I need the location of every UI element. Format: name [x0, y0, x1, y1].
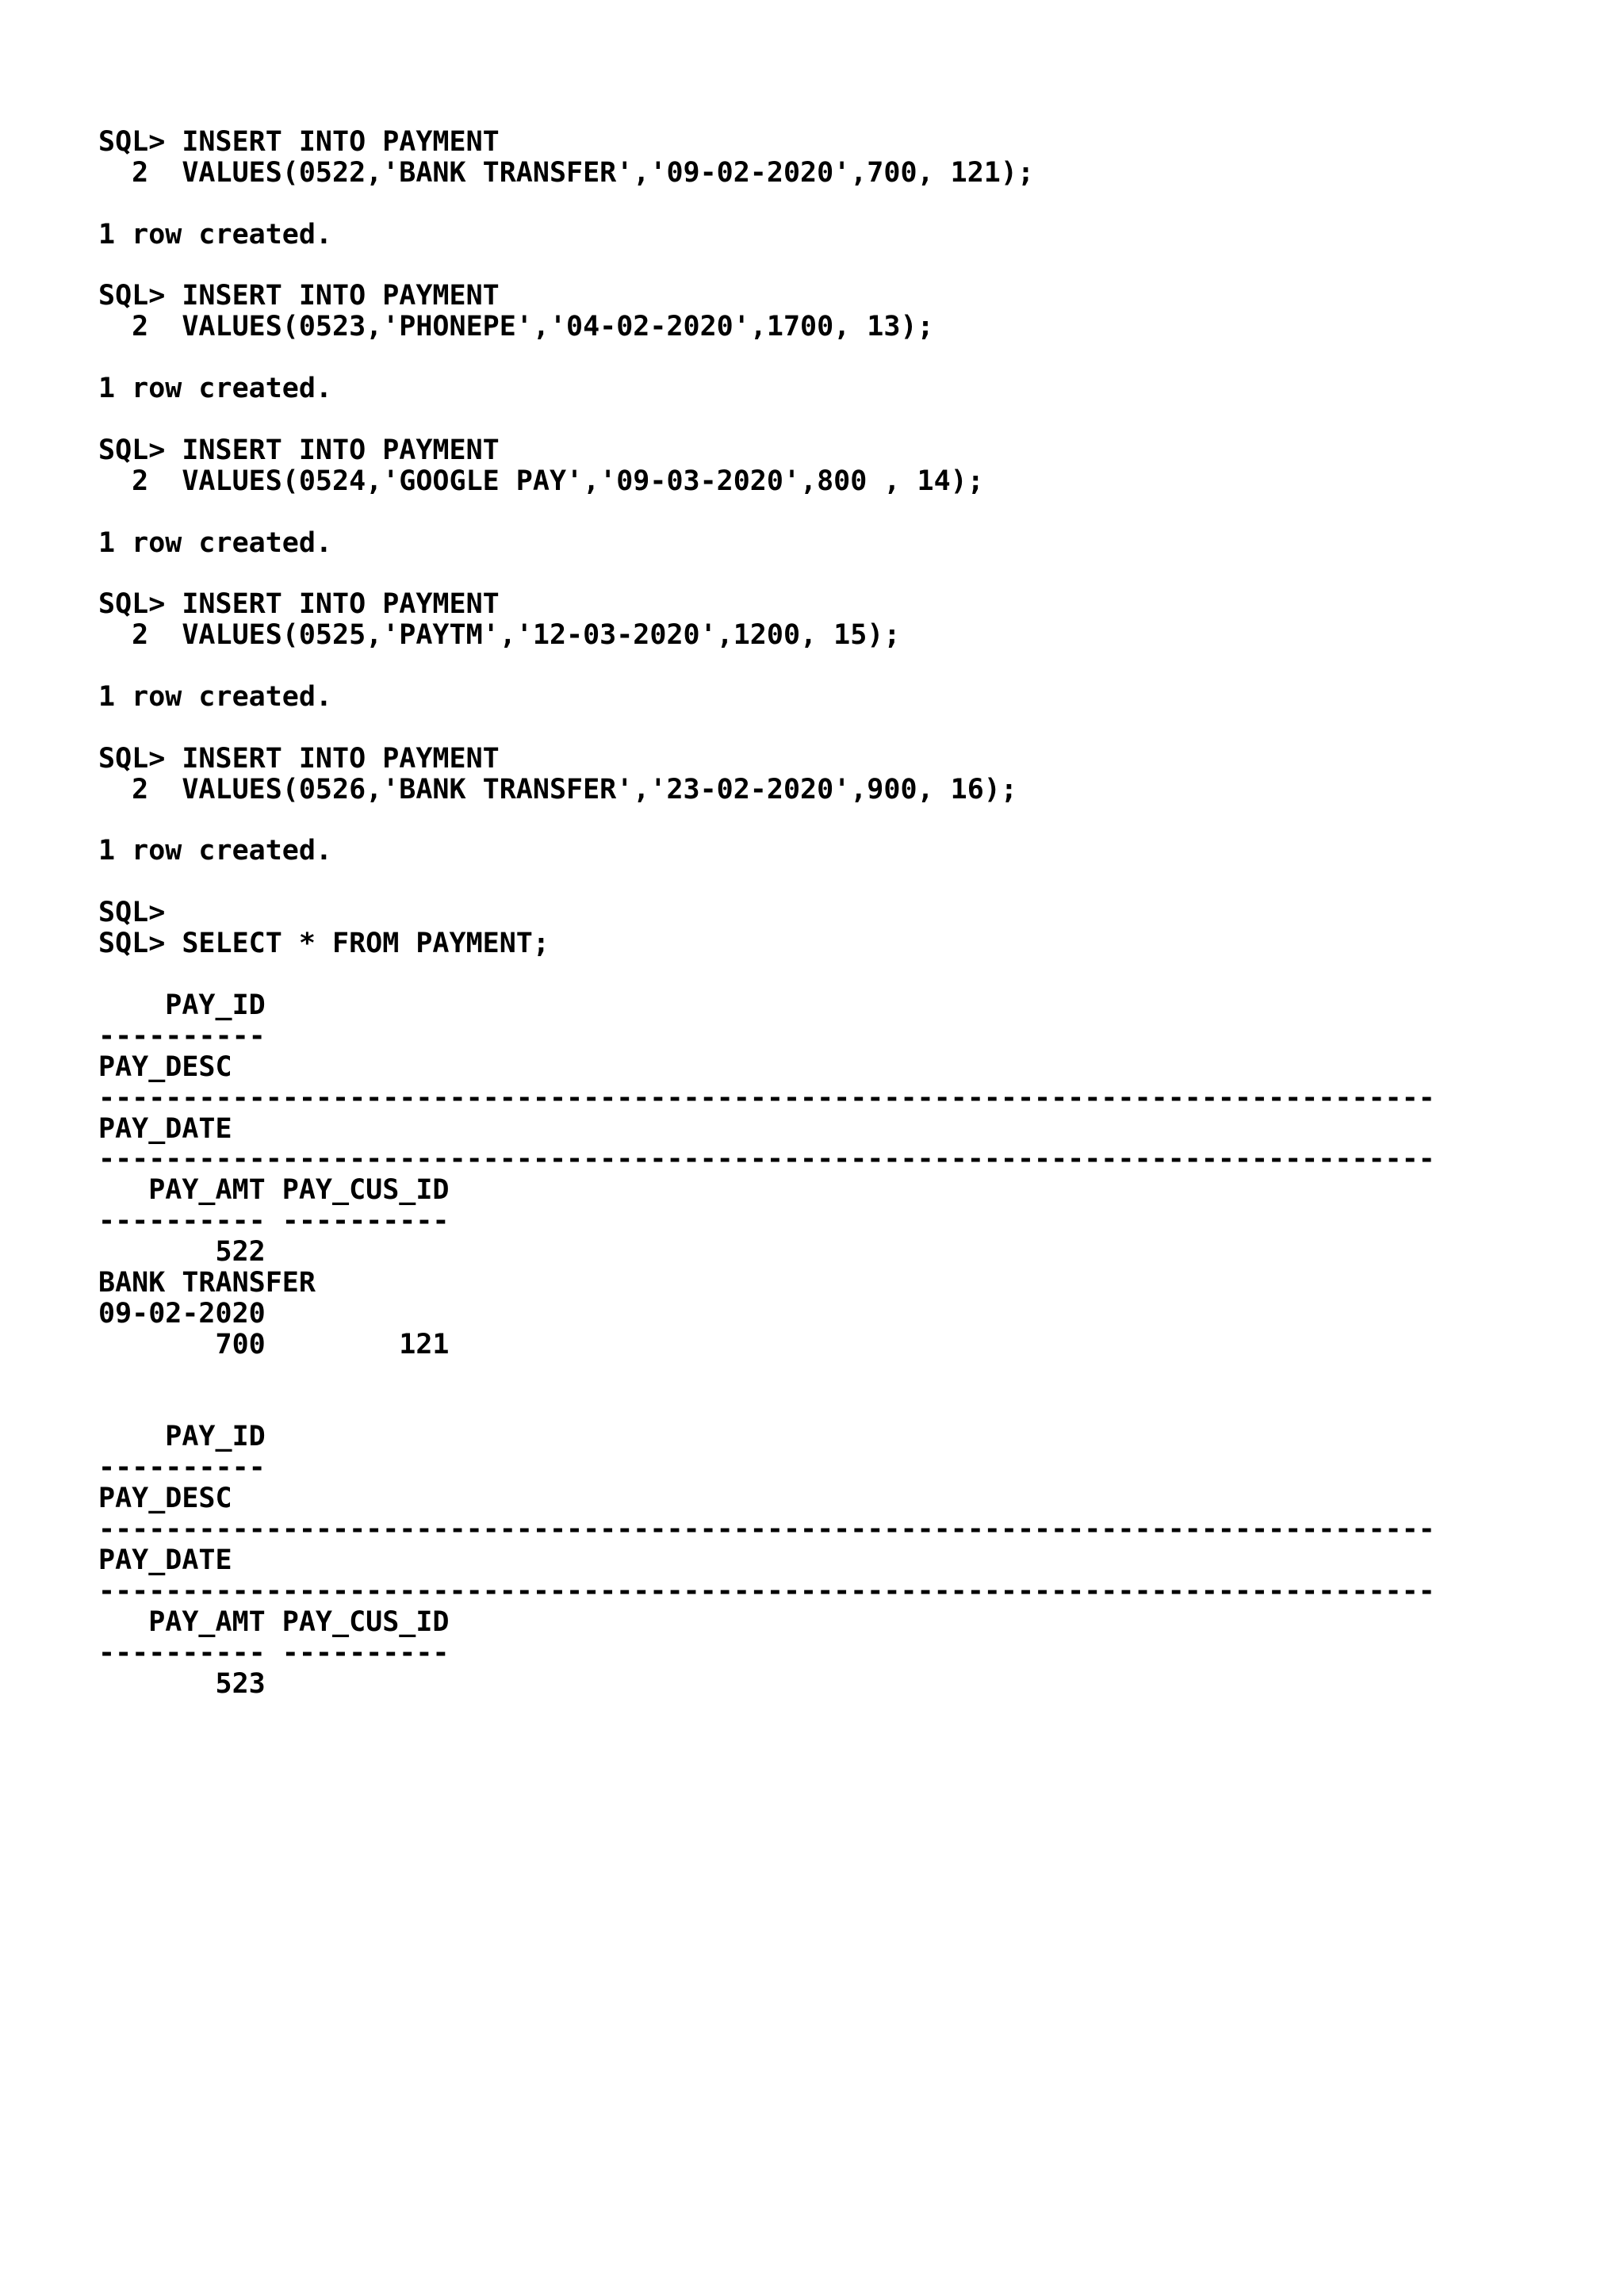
- console-line: SQL> INSERT INTO PAYMENT: [98, 126, 500, 158]
- console-line: 522: [98, 1236, 266, 1269]
- console-line: BANK TRANSFER: [98, 1266, 316, 1299]
- console-line: PAY_AMT PAY_CUS_ID: [98, 1605, 450, 1638]
- console-line: SQL> INSERT INTO PAYMENT: [98, 588, 500, 621]
- console-line: 2 VALUES(0523,'PHONEPE','04-02-2020',1700, 13);: [98, 311, 934, 343]
- console-line: 1 row created.: [98, 526, 333, 559]
- console-line: SQL> INSERT INTO PAYMENT: [98, 280, 500, 312]
- console-line: [98, 497, 1264, 528]
- console-line: [98, 558, 1264, 589]
- console-line: [98, 867, 1264, 897]
- console-line: [98, 1360, 1264, 1391]
- console-line: SQL> INSERT INTO PAYMENT: [98, 434, 500, 466]
- console-line: --------------------------------------------------------------------------------: [98, 1575, 1435, 1607]
- console-line: [98, 342, 1264, 373]
- console-line: [98, 959, 1264, 990]
- console-line: 1 row created.: [98, 835, 333, 867]
- console-line: 1 row created.: [98, 681, 333, 714]
- console-line: [98, 251, 1264, 281]
- console-line: 700 121: [98, 1328, 450, 1360]
- console-line: PAY_DESC: [98, 1483, 232, 1515]
- console-line: 1 row created.: [98, 218, 333, 251]
- console-line: [98, 189, 1264, 220]
- console-line: PAY_ID: [98, 1421, 266, 1453]
- console-line: 523: [98, 1667, 266, 1700]
- console-line: PAY_AMT PAY_CUS_ID: [98, 1174, 450, 1207]
- console-line: PAY_ID: [98, 989, 266, 1021]
- console-line: 2 VALUES(0524,'GOOGLE PAY','09-03-2020',800 , 14);: [98, 465, 984, 497]
- console-line: [98, 651, 1264, 682]
- console-line: [98, 713, 1264, 744]
- console-line: ----------: [98, 1452, 266, 1484]
- console-line: 2 VALUES(0525,'PAYTM','12-03-2020',1200, 15);: [98, 619, 901, 652]
- console-line: --------------------------------------------------------------------------------: [98, 1081, 1435, 1114]
- console-line: SQL>: [98, 897, 166, 929]
- console-line: ---------- ----------: [98, 1636, 450, 1669]
- console-line: SQL> INSERT INTO PAYMENT: [98, 742, 500, 775]
- sql-console-output: [98, 126, 1435, 1700]
- console-line: [98, 404, 1264, 435]
- console-line: --------------------------------------------------------------------------------: [98, 1513, 1435, 1546]
- console-line: 09-02-2020: [98, 1297, 266, 1330]
- console-line: 1 row created.: [98, 373, 333, 405]
- console-line: PAY_DATE: [98, 1544, 232, 1576]
- console-line: ---------- ----------: [98, 1205, 450, 1238]
- console-line: [98, 806, 1264, 836]
- console-line: 2 VALUES(0526,'BANK TRANSFER','23-02-2020',900, 16);: [98, 773, 1017, 806]
- console-line: PAY_DESC: [98, 1050, 232, 1083]
- console-line: PAY_DATE: [98, 1112, 232, 1145]
- console-line: [98, 1391, 1264, 1422]
- console-line: 2 VALUES(0522,'BANK TRANSFER','09-02-2020',700, 121);: [98, 156, 1035, 189]
- console-line: --------------------------------------------------------------------------------: [98, 1143, 1435, 1176]
- console-line: ----------: [98, 1020, 266, 1052]
- console-line: SQL> SELECT * FROM PAYMENT;: [98, 928, 550, 960]
